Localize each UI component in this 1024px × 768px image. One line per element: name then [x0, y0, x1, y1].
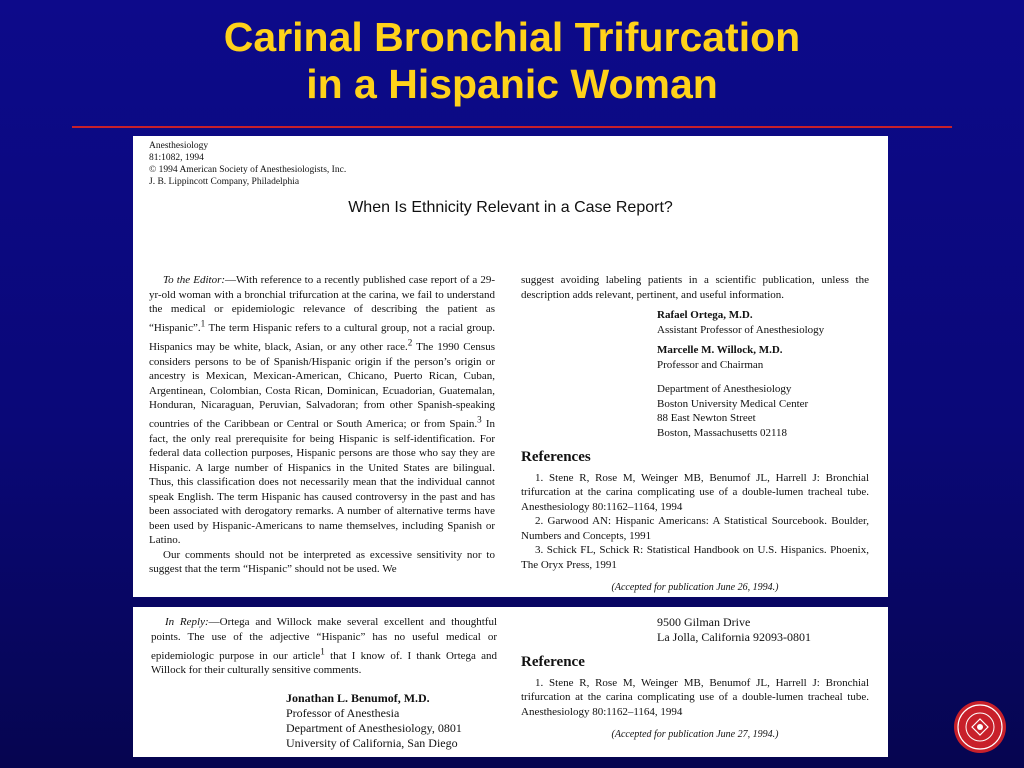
reference-item: 2. Garwood AN: Hispanic Americans: A Statistical Sourcebook. Boulder, Numbers and Concepts, 1991: [521, 515, 869, 542]
letter-right-column: [521, 273, 869, 596]
author-1-title: Assistant Professor of Anesthesiology: [657, 323, 825, 336]
reply-accepted-date: (Accepted for publication June 27, 1994.): [611, 729, 779, 740]
reply-paragraph-text: —Ortega and Willock make several excellent and thoughtful points. The use of the adjective “Hispanic” has no useful medical or epidemiologic purpose in our article$^1$ that I know of. I thank Ortega and Willock for their culturally sensitive comments.: [151, 616, 497, 677]
letter-paragraph-1: [149, 273, 495, 548]
address-line: Boston University Medical Center: [657, 397, 809, 410]
reply-reference-heading: Reference: [521, 654, 585, 670]
slide-title: [0, 14, 1024, 108]
reply-author-line: University of California, San Diego: [286, 736, 458, 750]
address-line: Boston, Massachusetts 02118: [657, 426, 788, 439]
reply-reference-item: 1. Stene R, Rose M, Weinger MB, Benumof JL, Harrell J: Bronchial trifurcation at the carina complicating use of a double-lumen tracheal tube. Anesthesiology 80:1162–1164, 1994: [521, 676, 869, 718]
journal-name: Anesthesiology: [149, 141, 209, 151]
reply-author-name: Jonathan L. Benumof, M.D.: [286, 691, 430, 705]
reply-signature: [286, 691, 462, 751]
slide-title-line-2: in a Hispanic Woman: [306, 61, 718, 107]
slide-title-line-1: Carinal Bronchial Trifurcation: [223, 14, 801, 60]
letter-signatures: [657, 308, 869, 440]
author-1-name: Rafael Ortega, M.D.: [657, 309, 753, 321]
reference-item: 1. Stene R, Rose M, Weinger MB, Benumof JL, Harrell J: Bronchial trifurcation at the carina complicating use of a double-lumen tracheal tube. Anesthesiology 80:1162–1164, 1994: [521, 471, 869, 513]
university-seal-icon: [953, 700, 1007, 754]
accepted-date: (Accepted for publication June 26, 1994.): [611, 582, 779, 593]
reply-left-column: [151, 615, 497, 678]
reply-salutation: In Reply:: [165, 616, 209, 628]
reply-panel: [133, 607, 888, 757]
letter-paragraph-1-text: —With reference to a recently published case report of a 29-yr-old woman with a bronchial trifurcation at the carina, we fail to understand the medical or epidemiologic relevance of describing the patient as “Hispanic”.$^1$ The term Hispanic refers to a cultural group, not a racial group. Hispanics may be white, black, Asian, or any other race.$^2$ The 1990 Census considers persons to be of Spanish/Hispanic origin if the person’s origin or ancestry is Mexican, Mexican-American, Chicano, Puerto Rican, Cuban, Argentinean, Colombian, Costa Rican, Dominican, Ecuadorian, Guatemalan, Honduran, Nicaraguan, Peruvian, Salvadoran; from other Spanish-speaking countries of the Caribbean or Central or South America; or from Spain.$^3$ In fact, the only real prerequisite for being Hispanic is self-identification. For federal data collection purposes, Hispanic persons are those who say they are Hispanic. A large number of Hispanics in the United States are bilingual. Thus, this classification does not necessarily mean that the individual cannot speak English. The term Hispanic has caused controversy in the past and has been associated with derogatory remarks. A number of alternative terms have been used by Hispanic-Americans to name themselves, including Spanish or Latino.: [149, 274, 496, 547]
title-divider: [72, 126, 952, 128]
reply-author-line: Department of Anesthesiology, 0801: [286, 721, 462, 735]
journal-citation: 81:1082, 1994: [149, 153, 204, 163]
letter-paragraph-2: Our comments should not be interpreted as excessive sensitivity nor to suggest that the term “Hispanic” should not be used. We: [149, 548, 495, 576]
address-line: 88 East Newton Street: [657, 412, 756, 424]
reply-author-line: Professor of Anesthesia: [286, 706, 400, 720]
letter-panel: [133, 136, 888, 597]
author-address: [657, 382, 869, 440]
letter-salutation: To the Editor:: [163, 274, 226, 286]
journal-copyright: © 1994 American Society of Anesthesiologists, Inc.: [149, 165, 347, 175]
reply-paragraph: [151, 615, 497, 678]
reference-item: 3. Schick FL, Schick R: Statistical Handbook on U.S. Hispanics. Phoenix, The Oryx Press, 1991: [521, 544, 869, 571]
address-line: La Jolla, California 92093-0801: [657, 630, 811, 644]
journal-meta: [149, 140, 346, 188]
author-2-title: Professor and Chairman: [657, 358, 764, 371]
article-title: When Is Ethnicity Relevant in a Case Report?: [348, 199, 673, 216]
letter-left-column: [149, 273, 495, 577]
journal-publisher: J. B. Lippincott Company, Philadelphia: [149, 177, 300, 187]
references-heading: References: [521, 449, 591, 465]
reply-address: [657, 615, 869, 645]
letter-paragraph-2-continued: suggest avoiding labeling patients in a scientific publication, unless the description adds relevant, pertinent, and useful information.: [521, 274, 869, 301]
address-line: Department of Anesthesiology: [657, 383, 792, 395]
address-line: 9500 Gilman Drive: [657, 615, 751, 629]
author-2-name: Marcelle M. Willock, M.D.: [657, 344, 783, 356]
reply-right-column: [521, 615, 869, 743]
